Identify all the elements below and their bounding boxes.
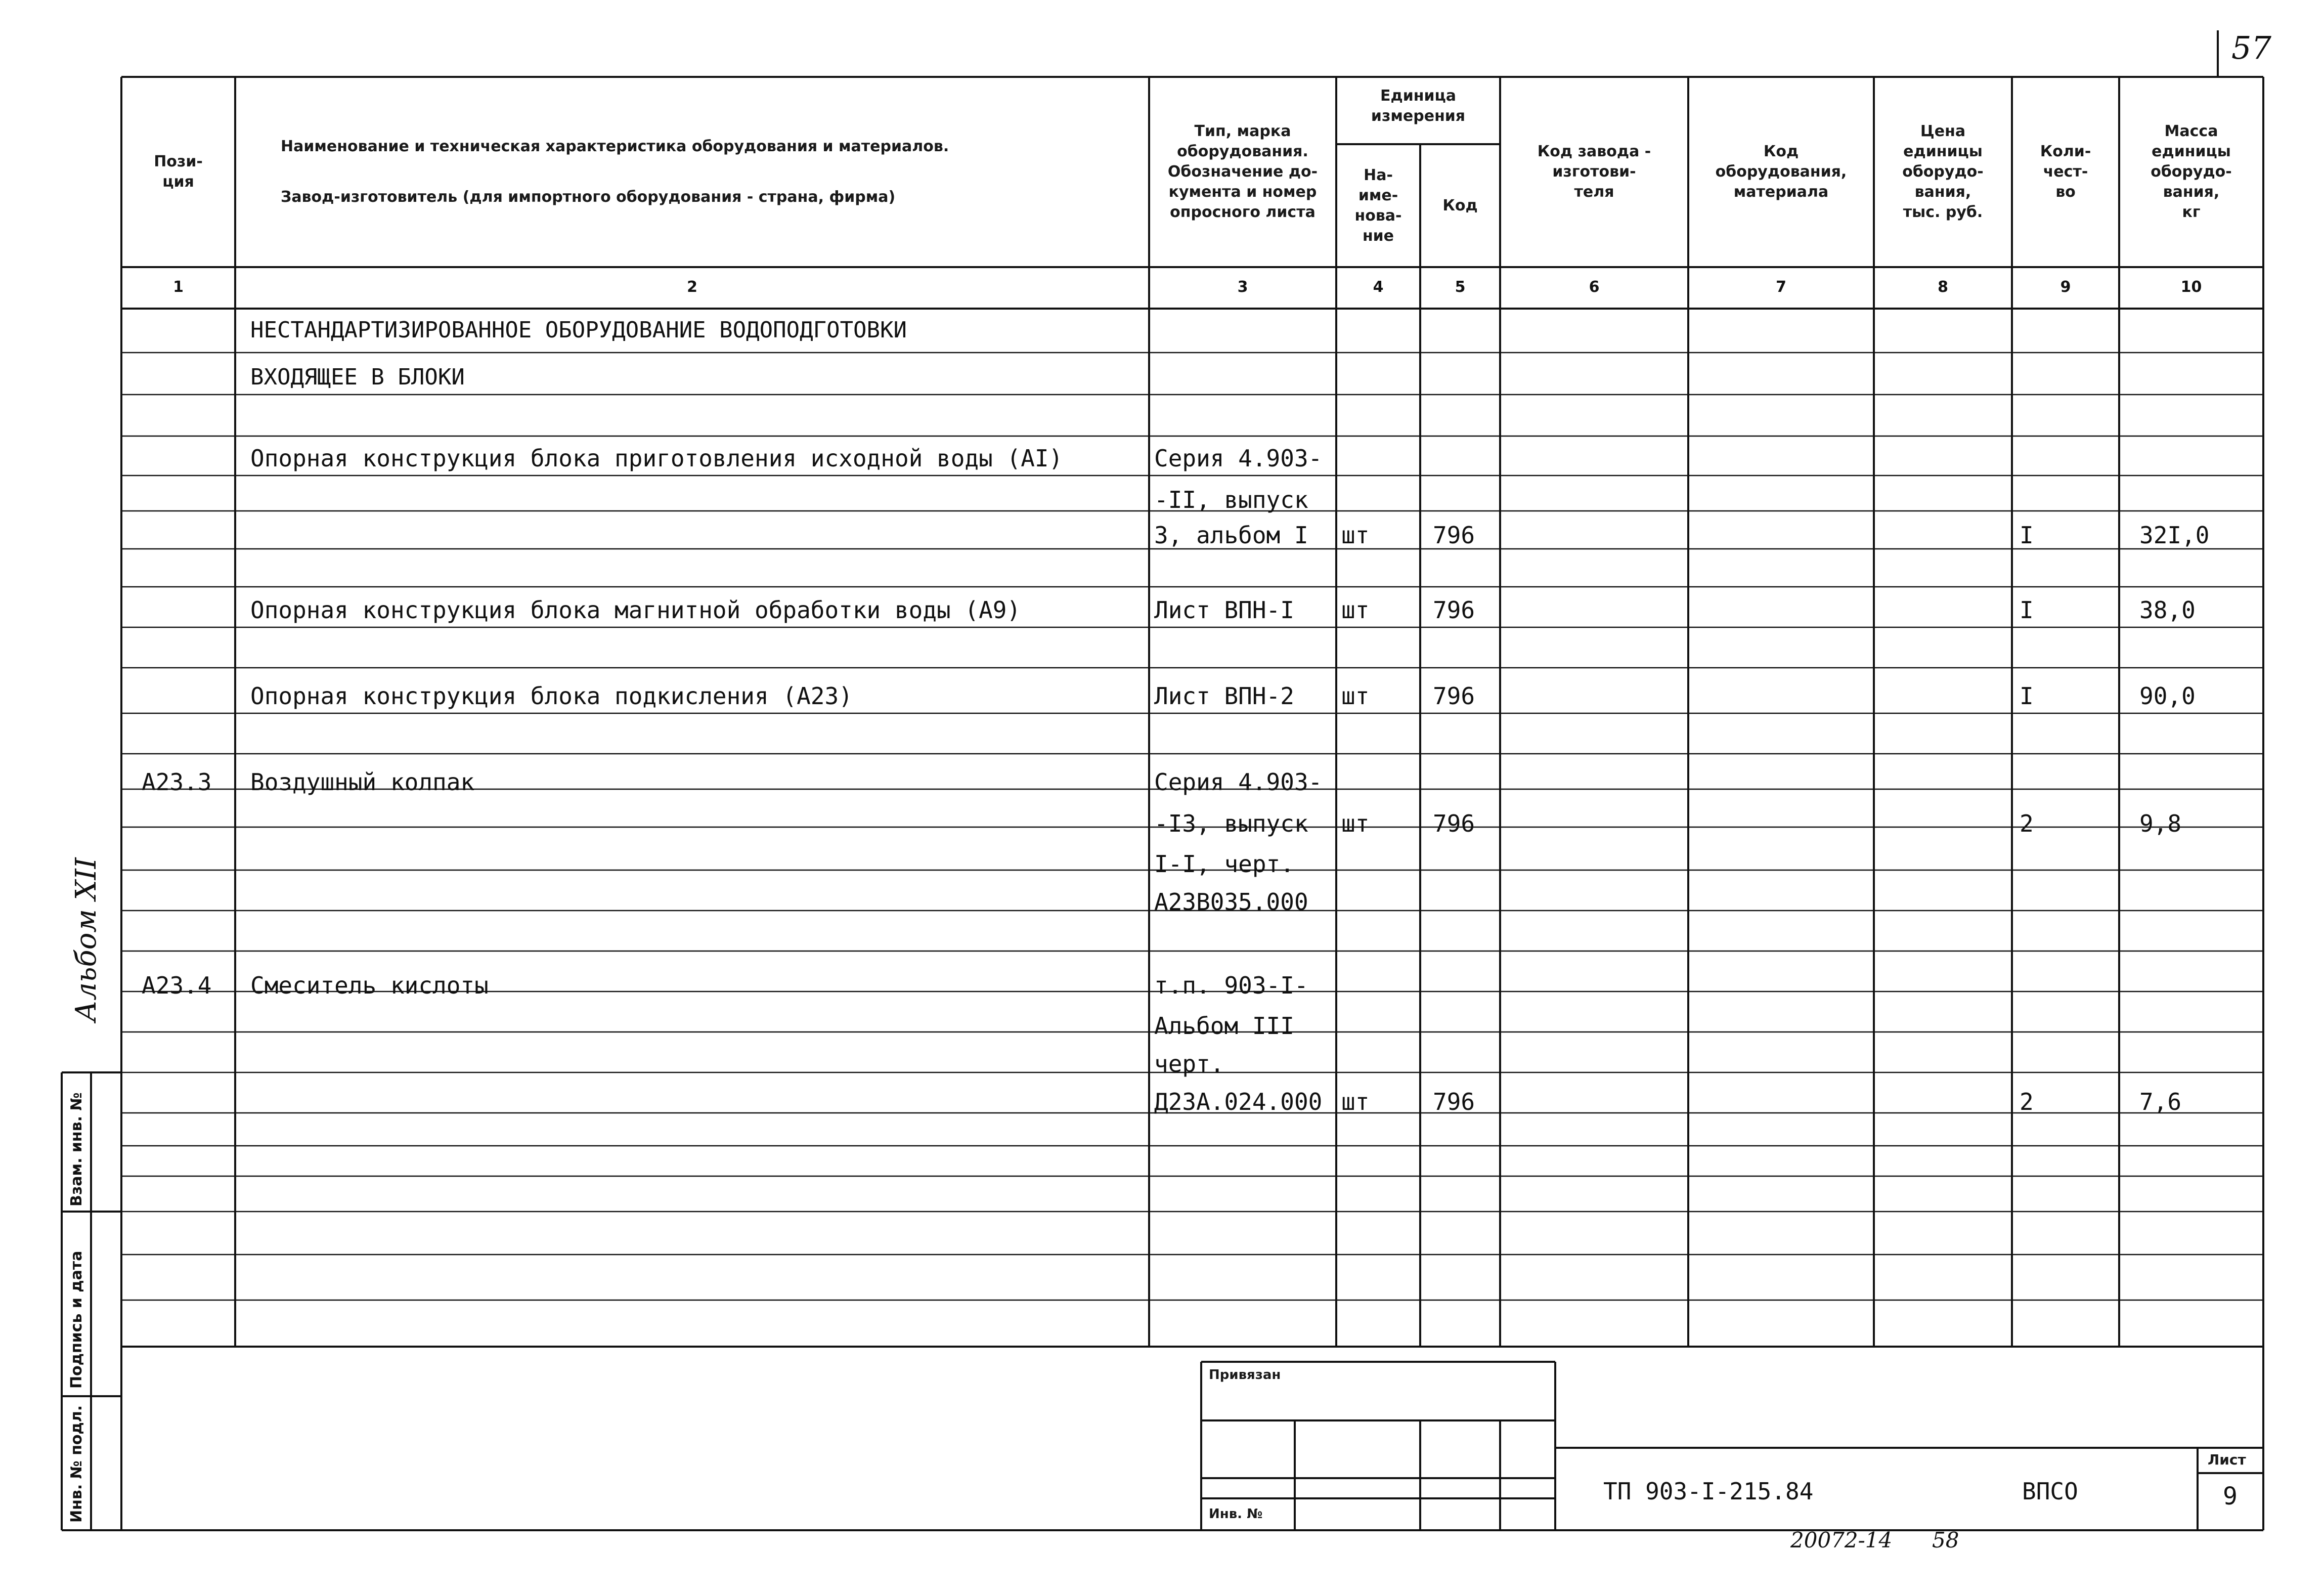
cell-r10-name: Опорная конструкция блока подкисления (А23) [250,682,853,710]
unit-group-header: Единица измерения [1371,87,1466,125]
page-number: 57 [2231,29,2271,66]
cell-r8-mass: 38,0 [2139,596,2196,624]
cell-r10-mass: 90,0 [2139,682,2196,710]
podpis-label: Подпись и дата [68,1251,85,1389]
cell-r13-mass: 9,8 [2139,810,2182,837]
column-number-6: 6 [1589,278,1600,296]
cell-r12-type: Серия 4.903- [1154,768,1323,796]
column-number-2: 2 [687,278,697,296]
column-header-7: Код оборудования, материала [1715,143,1847,201]
cell-r10-code: 796 [1433,682,1475,710]
cell-r8-type: Лист ВПН-I [1154,596,1294,624]
sheet-number: 9 [2223,1482,2238,1511]
cell-r13-unit: шт [1341,810,1370,837]
cell-r8-qty: I [2020,596,2034,624]
stamp-inv-no: Инв. № [1209,1506,1263,1522]
cell-r10-unit: шт [1341,682,1370,710]
cell-r20-type: Д23А.024.000 [1154,1088,1323,1115]
column-header-5: Код [1442,196,1478,214]
doc-code: ТП 903-I-215.84 [1603,1478,1814,1505]
column-number-8: 8 [1938,278,1948,296]
cell-r8-code: 796 [1433,596,1475,624]
column-number-7: 7 [1776,278,1786,296]
cell-r1-name: НЕСТАНДАРТИЗИРОВАННОЕ ОБОРУДОВАНИЕ ВОДОПОДГОТОВКИ [250,317,907,343]
column-header-6: Код завода - изготови- теля [1537,143,1651,201]
cell-r5-type: -II, выпуск [1154,486,1308,513]
cell-r17-pos: А23.4 [142,972,212,999]
column-header-10: Масса единицы оборудо- вания, кг [2151,122,2232,221]
column-number-9: 9 [2060,278,2071,296]
cell-r19-type: черт. [1154,1050,1224,1077]
column-header-8: Цена единицы оборудо- вания, тыс. руб. [1902,122,1984,221]
column-header-3: Тип, марка оборудования. Обозначение до- кумента и номер опросного листа [1167,122,1318,221]
cell-r10-qty: I [2020,682,2034,710]
cell-r6-qty: I [2020,522,2034,549]
cell-r20-code: 796 [1433,1088,1475,1115]
cell-r12-name: Воздушный колпак [250,768,475,796]
cell-r10-type: Лист ВПН-2 [1154,682,1294,710]
cell-r2-name: ВХОДЯЩЕЕ В БЛОКИ [250,364,465,390]
cell-r13-code: 796 [1433,810,1475,837]
cell-r4-type: Серия 4.903- [1154,445,1323,472]
column-header-9: Коли- чест- во [2040,143,2091,201]
album-label: Альбом XII [70,857,103,1022]
cell-r20-qty: 2 [2020,1088,2034,1115]
column-number-1: 1 [173,278,184,296]
cell-r14-type: I-I, черт. [1154,850,1294,878]
cell-r18-type: Альбом III [1154,1012,1294,1040]
doc-section: ВПСО [2022,1478,2078,1505]
cell-r8-name: Опорная конструкция блока магнитной обработки воды (А9) [250,596,1021,624]
cell-r6-mass: 32I,0 [2139,522,2210,549]
cell-r6-unit: шт [1341,522,1370,549]
cell-r4-name: Опорная конструкция блока приготовления исходной воды (АI) [250,445,1063,472]
cell-r8-unit: шт [1341,596,1370,624]
cell-r20-unit: шт [1341,1088,1370,1115]
column-number-10: 10 [2180,278,2202,296]
archive-number: 20072-14 [1790,1528,1893,1553]
cell-r6-code: 796 [1433,522,1475,549]
column-header-4: На- име- нова- ние [1354,166,1402,245]
cell-r15-type: А23В035.000 [1154,888,1308,916]
footer-page-number: 58 [1932,1528,1959,1553]
column-header-1: Пози- ция [154,153,203,191]
cell-r6-type: 3, альбом I [1154,522,1308,549]
cell-r13-qty: 2 [2020,810,2034,837]
column-number-5: 5 [1455,278,1466,296]
cell-r20-mass: 7,6 [2139,1088,2182,1115]
column-number-4: 4 [1373,278,1384,296]
column-number-3: 3 [1237,278,1248,296]
inv-podl-label: Инв. № подл. [68,1405,85,1523]
cell-r17-type: т.п. 903-I- [1154,972,1308,999]
sheet-label: Лист [2208,1451,2246,1468]
cell-r12-pos: А23.3 [142,768,212,796]
cell-r13-type: -I3, выпуск [1154,810,1308,837]
stamp-privyazan: Привязан [1209,1367,1281,1383]
column-header-2: Наименование и техническая характеристика оборудования и материалов. Завод-изготовитель (для импортного оборудования - страна, фирма) [281,138,949,206]
cell-r17-name: Смеситель кислоты [250,972,489,999]
vzam-label: Взам. инв. № [68,1092,85,1206]
